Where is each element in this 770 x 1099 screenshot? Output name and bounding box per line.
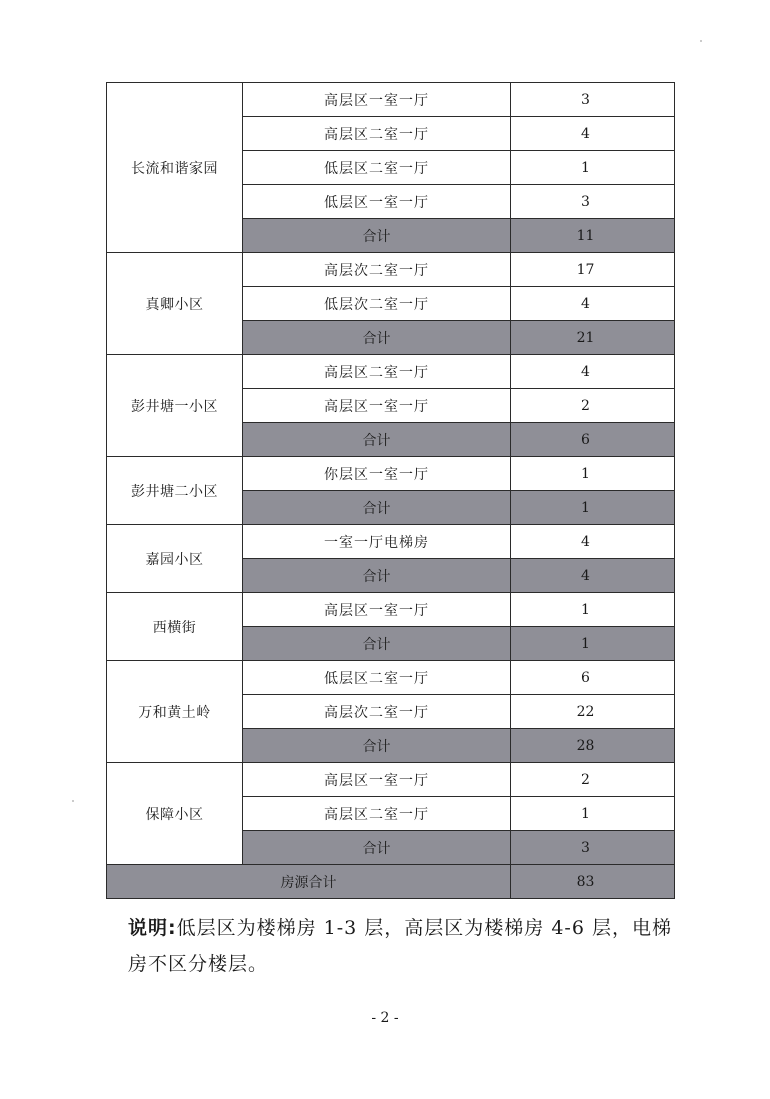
- subtotal-label: 合计: [243, 423, 511, 457]
- scan-speck: [700, 40, 702, 42]
- unit-count: 2: [511, 389, 675, 423]
- subtotal-value: 1: [511, 627, 675, 661]
- unit-type: 高层区一室一厅: [243, 763, 511, 797]
- unit-count: 6: [511, 661, 675, 695]
- unit-count: 17: [511, 253, 675, 287]
- unit-count: 1: [511, 797, 675, 831]
- footnote-label: 说明:: [128, 917, 177, 939]
- housing-allocation-table: [106, 82, 675, 899]
- subtotal-value: 21: [511, 321, 675, 355]
- table-row: [107, 355, 675, 389]
- unit-type: 低层区二室一厅: [243, 151, 511, 185]
- unit-count: 1: [511, 151, 675, 185]
- footnote: [128, 910, 688, 982]
- unit-count: 22: [511, 695, 675, 729]
- unit-count: 2: [511, 763, 675, 797]
- community-name: 西横街: [107, 593, 243, 661]
- scan-speck: [72, 800, 74, 802]
- grand-total-row: [107, 865, 675, 899]
- unit-type: 高层区二室一厅: [243, 117, 511, 151]
- subtotal-label: 合计: [243, 559, 511, 593]
- unit-type: 低层次二室一厅: [243, 287, 511, 321]
- grand-total-label: 房源合计: [107, 865, 511, 899]
- subtotal-label: 合计: [243, 831, 511, 865]
- subtotal-value: 11: [511, 219, 675, 253]
- community-name: 彭井塘一小区: [107, 355, 243, 457]
- unit-type: 高层区一室一厅: [243, 389, 511, 423]
- unit-count: 4: [511, 525, 675, 559]
- community-name: 彭井塘二小区: [107, 457, 243, 525]
- subtotal-label: 合计: [243, 491, 511, 525]
- community-name: 长流和谐家园: [107, 83, 243, 253]
- unit-type: 高层次二室一厅: [243, 253, 511, 287]
- unit-type: 高层次二室一厅: [243, 695, 511, 729]
- subtotal-label: 合计: [243, 219, 511, 253]
- grand-total-value: 83: [511, 865, 675, 899]
- unit-count: 4: [511, 355, 675, 389]
- unit-type: 高层区一室一厅: [243, 83, 511, 117]
- table-row: [107, 593, 675, 627]
- unit-type: 高层区一室一厅: [243, 593, 511, 627]
- unit-type: 低层区二室一厅: [243, 661, 511, 695]
- community-name: 保障小区: [107, 763, 243, 865]
- subtotal-value: 4: [511, 559, 675, 593]
- unit-count: 4: [511, 287, 675, 321]
- table-row: [107, 525, 675, 559]
- unit-count: 1: [511, 593, 675, 627]
- subtotal-value: 6: [511, 423, 675, 457]
- table-row: [107, 763, 675, 797]
- subtotal-label: 合计: [243, 627, 511, 661]
- unit-type: 你层区一室一厅: [243, 457, 511, 491]
- table-row: [107, 661, 675, 695]
- page-number: - 2 -: [371, 1010, 399, 1026]
- subtotal-label: 合计: [243, 321, 511, 355]
- community-name: 万和黄土岭: [107, 661, 243, 763]
- unit-type: 高层区二室一厅: [243, 355, 511, 389]
- subtotal-value: 3: [511, 831, 675, 865]
- community-name: 嘉园小区: [107, 525, 243, 593]
- unit-count: 1: [511, 457, 675, 491]
- footnote-text: 低层区为楼梯房 1-3 层，高层区为楼梯房 4-6 层，电梯房不区分楼层。: [128, 917, 672, 975]
- unit-type: 一室一厅电梯房: [243, 525, 511, 559]
- unit-count: 3: [511, 185, 675, 219]
- unit-count: 3: [511, 83, 675, 117]
- subtotal-value: 1: [511, 491, 675, 525]
- subtotal-value: 28: [511, 729, 675, 763]
- table-row: [107, 253, 675, 287]
- unit-type: 低层区一室一厅: [243, 185, 511, 219]
- subtotal-label: 合计: [243, 729, 511, 763]
- unit-count: 4: [511, 117, 675, 151]
- table-row: [107, 457, 675, 491]
- community-name: 真卿小区: [107, 253, 243, 355]
- unit-type: 高层区二室一厅: [243, 797, 511, 831]
- table-row: [107, 83, 675, 117]
